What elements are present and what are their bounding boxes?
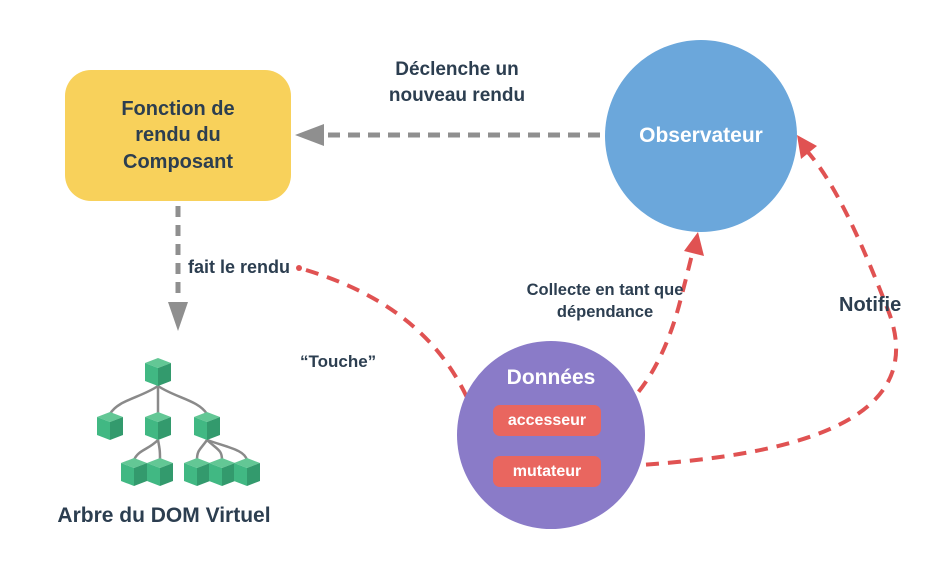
data-mutator-pill: mutateur [493, 456, 601, 487]
vdom-cube [147, 458, 173, 486]
edge-touch-label: “Touche” [300, 352, 377, 371]
vdom-tree [97, 358, 260, 486]
vdom-cube [145, 358, 171, 386]
edge-trigger-rerender [295, 124, 600, 146]
node-observer-label: Observateur [639, 124, 763, 147]
vdom-cube [97, 412, 123, 440]
node-data [457, 341, 645, 529]
node-render-function: Fonction de rendu du Composant [65, 70, 291, 201]
node-data-label: Données [506, 366, 596, 389]
data-accessor-pill: accesseur [493, 405, 601, 436]
edge-trigger-label: Déclenche un nouveau rendu [388, 59, 526, 106]
vdom-tree-connectors [110, 386, 247, 460]
node-observer [605, 40, 797, 232]
edge-renders-label: fait le rendu [188, 257, 291, 277]
edge-collect-label: Collecte en tant que dépendance [526, 281, 684, 321]
vdom-cube [234, 458, 260, 486]
vdom-cube [209, 458, 235, 486]
vdom-cube [184, 458, 210, 486]
vdom-cube [145, 412, 171, 440]
vdom-tree-cubes [97, 358, 260, 486]
vdom-cube [194, 412, 220, 440]
edge-notify-label: Notifie [839, 294, 902, 316]
edge-renders [168, 206, 188, 331]
vdom-cube [121, 458, 147, 486]
vdom-tree-label: Arbre du DOM Virtuel [57, 504, 271, 527]
